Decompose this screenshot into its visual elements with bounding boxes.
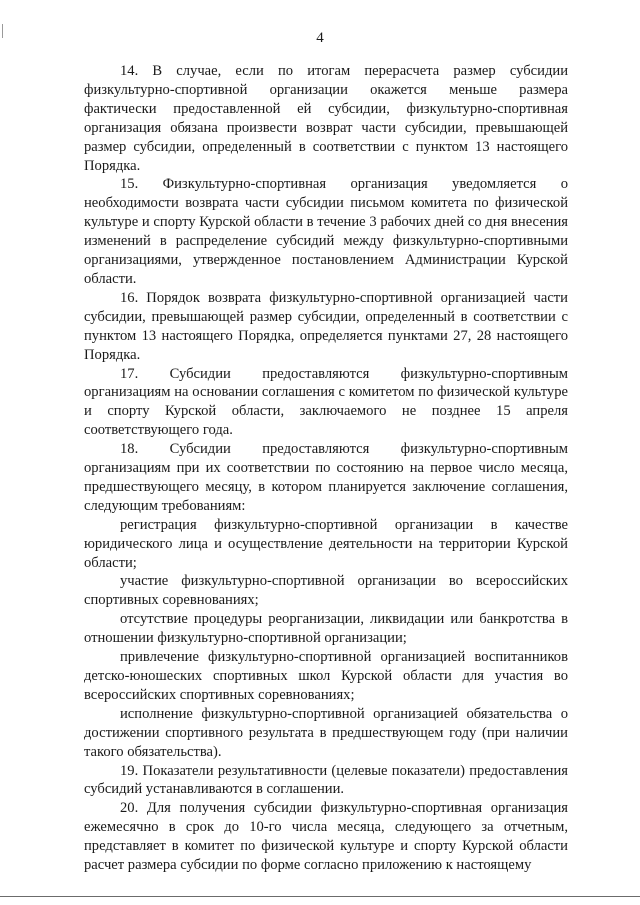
requirement-competitions: участие физкультурно-спортивной организации во всероссийских спортивных соревнованиях; (84, 573, 568, 609)
page-bottom-rule (0, 896, 640, 897)
document-body (84, 62, 568, 875)
page-number: 4 (316, 30, 324, 46)
paragraph-18: 18. Субсидии предоставляются физкультурно-спортивным организациям при их соответствии по состоянию на первое число месяца, предшествующего месяцу, в котором планируется заключение соглашения, следующим требованиям: (84, 441, 568, 514)
paragraph-15: 15. Физкультурно-спортивная организация уведомляется о необходимости возврата части субсидии письмом комитета по физической культуре и спорту Курской области в течение 3 рабочих дней со дня внесения изменений в распределение субсидий между физкультурно-спортивными организациями, утвержденное постановлением Администрации Курской области. (84, 176, 568, 287)
paragraph-17: 17. Субсидии предоставляются физкультурно-спортивным организациям на основании соглашения с комитетом по физической культуре и спорту Курской области, заключаемого не позднее 15 апреля соответствующего года. (84, 365, 568, 439)
requirement-sport-result: исполнение физкультурно-спортивной организацией обязательства о достижении спортивного результата в предшествующем году (при наличии такого обязательства). (84, 705, 568, 760)
requirement-youth-schools: привлечение физкультурно-спортивной организацией воспитанников детско-юношеских спортивных школ Курской области для участия во всероссийских спортивных соревнованиях; (84, 649, 568, 703)
paragraph-19: 19. Показатели результативности (целевые показатели) предоставления субсидий устанавливаются в соглашении. (84, 762, 568, 798)
paragraph-16: 16. Порядок возврата физкультурно-спортивной организацией части субсидии, превышающей размер субсидии, определенный в соответствии с пунктом 13 настоящего Порядка, определяется пунктами 27, 28 настоящего Порядка. (84, 289, 568, 363)
paragraph-20: 20. Для получения субсидии физкультурно-спортивная организация ежемесячно в срок до 10-го числа месяца, следующего за отчетным, представляет в комитет по физической культуре и спорту Курской области расчет размера субсидии по форме согласно приложению к настоящему (84, 800, 568, 874)
paragraph-14: 14. В случае, если по итогам перерасчета размер субсидии физкультурно-спортивной организации окажется меньше размера фактически предоставленной ей субсидии, физкультурно-спортивная организация обязана произвести возврат части субсидии, превышающей размер субсидии, определенный в соответствии с пунктом 13 настоящего Порядка. (84, 63, 568, 174)
requirement-no-bankruptcy: отсутствие процедуры реорганизации, ликвидации или банкротства в отношении физкультурно-спортивной организации; (84, 611, 568, 647)
requirement-registration: регистрация физкультурно-спортивной организации в качестве юридического лица и осуществление деятельности на территории Курской области; (84, 516, 568, 571)
